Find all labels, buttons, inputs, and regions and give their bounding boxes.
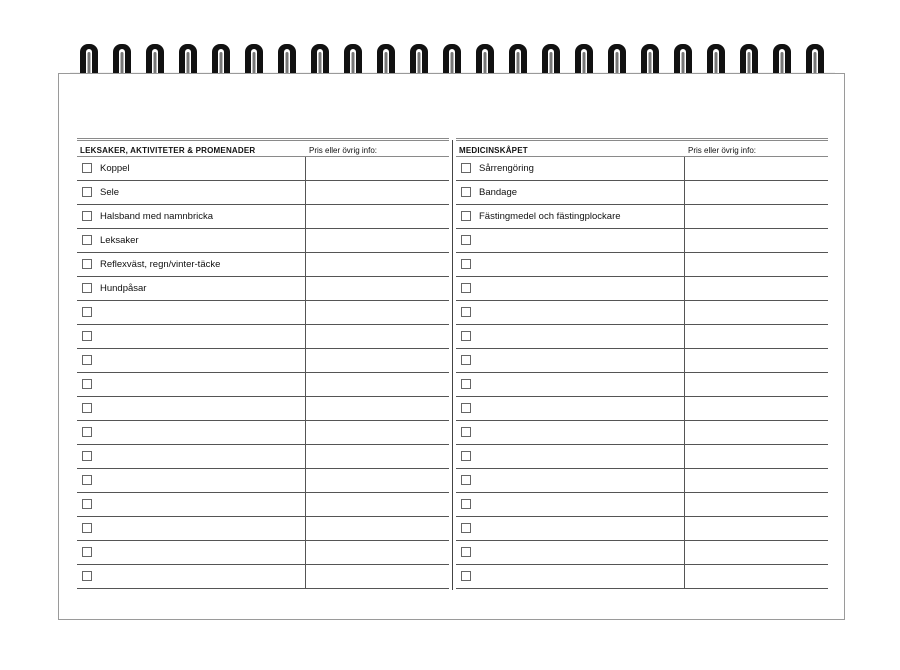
section-medicine-cabinet — [456, 138, 828, 589]
info-cell[interactable] — [305, 229, 306, 252]
checkbox[interactable] — [82, 187, 92, 197]
info-cell[interactable] — [305, 349, 306, 372]
info-cell[interactable] — [305, 373, 306, 396]
checklist-row — [77, 229, 449, 253]
item-label: Hundpåsar — [100, 283, 147, 294]
section-title: MEDICINSKÅPET — [459, 146, 528, 155]
info-cell[interactable] — [305, 541, 306, 564]
info-cell[interactable] — [305, 325, 306, 348]
checklist-row — [77, 301, 449, 325]
checkbox[interactable] — [461, 523, 471, 533]
checklist-row — [77, 469, 449, 493]
info-cell[interactable] — [684, 373, 685, 396]
info-cell[interactable] — [684, 565, 685, 588]
info-cell[interactable] — [684, 301, 685, 324]
item-label: Koppel — [100, 163, 130, 174]
info-cell[interactable] — [305, 565, 306, 588]
checkbox[interactable] — [461, 163, 471, 173]
checklist-row — [77, 325, 449, 349]
checklist-row — [456, 397, 828, 421]
info-cell[interactable] — [305, 301, 306, 324]
checkbox[interactable] — [82, 283, 92, 293]
checklist-row — [456, 565, 828, 589]
info-cell[interactable] — [305, 397, 306, 420]
checklist-row — [77, 277, 449, 301]
info-cell[interactable] — [305, 181, 306, 204]
checkbox[interactable] — [461, 235, 471, 245]
checkbox[interactable] — [461, 211, 471, 221]
checkbox[interactable] — [461, 547, 471, 557]
checkbox[interactable] — [461, 307, 471, 317]
checklist-row — [456, 157, 828, 181]
item-label: Bandage — [479, 187, 518, 198]
info-cell[interactable] — [305, 493, 306, 516]
checklist-row — [456, 373, 828, 397]
info-cell[interactable] — [684, 445, 685, 468]
checklist-row — [77, 181, 449, 205]
checkbox[interactable] — [82, 235, 92, 245]
checklist-row — [77, 253, 449, 277]
checkbox[interactable] — [82, 259, 92, 269]
item-label: Halsband med namnbricka — [100, 211, 214, 222]
checkbox[interactable] — [82, 427, 92, 437]
item-label: Leksaker — [100, 235, 139, 246]
info-cell[interactable] — [684, 325, 685, 348]
checkbox[interactable] — [461, 451, 471, 461]
checkbox[interactable] — [82, 355, 92, 365]
checkbox[interactable] — [461, 283, 471, 293]
checklist-row — [456, 517, 828, 541]
checklist-row — [456, 493, 828, 517]
checkbox[interactable] — [82, 403, 92, 413]
checkbox[interactable] — [461, 403, 471, 413]
checklist — [77, 157, 449, 589]
info-cell[interactable] — [305, 157, 306, 180]
checklist-row — [77, 565, 449, 589]
checkbox[interactable] — [461, 187, 471, 197]
info-cell[interactable] — [684, 253, 685, 276]
info-cell[interactable] — [684, 205, 685, 228]
checklist-row — [456, 301, 828, 325]
section-header — [77, 138, 449, 157]
checkbox[interactable] — [82, 211, 92, 221]
checklist-row — [456, 205, 828, 229]
info-cell[interactable] — [684, 469, 685, 492]
column-divider — [452, 140, 453, 590]
checkbox[interactable] — [461, 571, 471, 581]
section-header — [456, 138, 828, 157]
checklist-row — [456, 325, 828, 349]
info-cell[interactable] — [305, 277, 306, 300]
info-cell[interactable] — [684, 349, 685, 372]
checkbox[interactable] — [82, 475, 92, 485]
checklist-row — [77, 493, 449, 517]
item-label: Sele — [100, 187, 120, 198]
info-cell[interactable] — [684, 493, 685, 516]
checkbox[interactable] — [82, 331, 92, 341]
checklist-row — [77, 157, 449, 181]
info-cell[interactable] — [684, 517, 685, 540]
checklist-row — [456, 469, 828, 493]
checklist-row — [77, 397, 449, 421]
checkbox[interactable] — [461, 355, 471, 365]
checklist — [456, 157, 828, 589]
checkbox[interactable] — [82, 523, 92, 533]
checklist-row — [77, 541, 449, 565]
checkbox[interactable] — [82, 163, 92, 173]
checklist-row — [77, 373, 449, 397]
info-cell[interactable] — [684, 397, 685, 420]
checklist-row — [77, 445, 449, 469]
checklist-row — [456, 229, 828, 253]
checklist-row — [456, 277, 828, 301]
info-cell[interactable] — [305, 253, 306, 276]
info-column-header: Pris eller övrig info: — [688, 146, 757, 155]
checklist-row — [77, 349, 449, 373]
checklist-row — [77, 517, 449, 541]
checklist-row — [456, 421, 828, 445]
section-toys-activities — [77, 138, 449, 589]
info-cell[interactable] — [305, 445, 306, 468]
info-cell[interactable] — [684, 229, 685, 252]
checklist-row — [456, 181, 828, 205]
checklist-row — [456, 445, 828, 469]
info-cell[interactable] — [305, 205, 306, 228]
info-column-header: Pris eller övrig info: — [309, 146, 378, 155]
checkbox[interactable] — [461, 499, 471, 509]
checklist-row — [77, 205, 449, 229]
item-label: Fästingmedel och fästingplockare — [479, 211, 621, 222]
checklist-row — [456, 349, 828, 373]
info-cell[interactable] — [305, 517, 306, 540]
checkbox[interactable] — [461, 427, 471, 437]
checkbox[interactable] — [461, 379, 471, 389]
checklist-row — [456, 253, 828, 277]
checkbox[interactable] — [82, 547, 92, 557]
section-title: LEKSAKER, AKTIVITETER & PROMENADER — [80, 146, 256, 155]
checkbox[interactable] — [461, 259, 471, 269]
item-label: Sårrengöring — [479, 163, 534, 174]
checkbox[interactable] — [82, 307, 92, 317]
checkbox[interactable] — [461, 331, 471, 341]
checkbox[interactable] — [82, 451, 92, 461]
info-cell[interactable] — [684, 181, 685, 204]
checkbox[interactable] — [82, 499, 92, 509]
info-cell[interactable] — [684, 157, 685, 180]
checkbox[interactable] — [82, 571, 92, 581]
info-cell[interactable] — [684, 421, 685, 444]
item-label: Reflexväst, regn/vinter-täcke — [100, 259, 221, 270]
info-cell[interactable] — [684, 277, 685, 300]
checkbox[interactable] — [82, 379, 92, 389]
checklist-row — [456, 541, 828, 565]
info-cell[interactable] — [305, 421, 306, 444]
info-cell[interactable] — [684, 541, 685, 564]
checklist-row — [77, 421, 449, 445]
checkbox[interactable] — [461, 475, 471, 485]
info-cell[interactable] — [305, 469, 306, 492]
